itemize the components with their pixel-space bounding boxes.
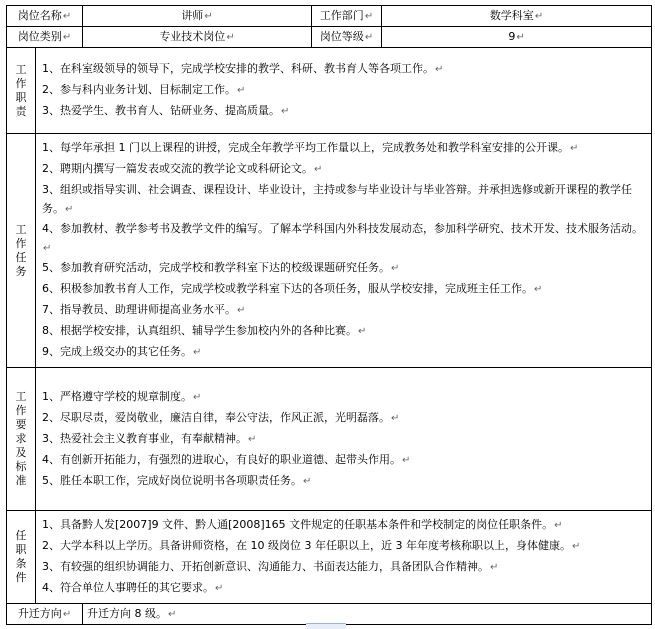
list-item: 1、具备黔人发[2007]9 文件、黔人通[2008]165 文件规定的任职基本条件和学校制定的岗位任职条件。↵: [42, 518, 563, 531]
department-value: 数学科室↵: [382, 6, 652, 27]
header-row-2: [7, 27, 652, 48]
list-item: 6、积极参加教书育人工作，完成学校或教学科室下达的各项任务，服从学校安排，完成班主任工作。↵: [42, 282, 543, 295]
duties-content: [36, 48, 652, 134]
conditions-content: [36, 511, 652, 604]
list-item: 3、组织或指导实训、社会调查、课程设计、毕业设计，主持或参与毕业设计与毕业答辩。并承担选修或新开课程的教学任务。↵: [42, 183, 632, 215]
standards-row: [7, 368, 652, 511]
job-description-table: [6, 5, 652, 625]
list-item: 2、参与科内业务计划、目标制定工作。↵: [42, 83, 246, 96]
promotion-row: [7, 604, 652, 625]
list-item: 7、指导教员、助理讲师提高业务水平。↵: [42, 303, 246, 316]
list-item: 5、参加教育研究活动，完成学校和教学科室下达的校级课题研究任务。↵: [42, 261, 400, 274]
list-item: 4、有创新开拓能力，有强烈的进取心，有良好的职业道德、起带头作用。↵: [42, 452, 411, 466]
list-item: 3、有较强的组织协调能力、开拓创新意识、沟通能力、书面表达能力，具备团队合作精神。↵: [42, 560, 499, 573]
list-item: 2、聘期内撰写一篇发表或交流的教学论文或科研论文。↵: [42, 162, 323, 175]
conditions-row: [7, 511, 652, 604]
duties-row: [7, 48, 652, 134]
promotion-value: 升迁方向 8 级。↵: [83, 604, 652, 625]
tasks-label: 工 作 任 务: [7, 134, 36, 368]
list-item: 4、符合单位人事聘任的其它要求。↵: [42, 581, 224, 594]
position-type-label: 岗位类别↵: [7, 27, 83, 48]
list-item: 1、严格遵守学校的规章制度。↵: [42, 389, 202, 403]
standards-content: [36, 368, 652, 511]
standards-label: 工 作 要 求 及 标 准: [7, 368, 36, 511]
tasks-content: [36, 134, 652, 368]
list-item: 1、在科室级领导的领导下，完成学校安排的教学、科研、教书育人等各项工作。↵: [42, 62, 444, 75]
position-type-value: 专业技术岗位↵: [83, 27, 312, 48]
conditions-label: 任 职 条 件: [7, 511, 36, 604]
position-name-label: 岗位名称↵: [7, 6, 83, 27]
promotion-label: 升迁方向↵: [7, 604, 83, 625]
list-item: 9、完成上级交办的其它任务。↵: [42, 345, 202, 358]
page-scroll-indicator: [306, 623, 346, 629]
tasks-row: [7, 134, 652, 368]
list-item: 4、参加教材、教学参考书及教学文件的编写。了解本学科国内外科技发展动态，参加科学研究、技术开发、技术服务活动。↵: [42, 222, 643, 254]
list-item: 8、根据学校安排，认真组织、辅导学生参加校内外的各种比赛。↵: [42, 324, 367, 337]
header-row-1: [7, 6, 652, 27]
position-grade-value: 9↵: [382, 27, 652, 48]
list-item: 2、尽职尽责，爱岗敬业，廉洁自律，奉公守法，作风正派，光明磊落。↵: [42, 410, 400, 424]
list-item: 1、每学年承担 1 门以上课程的讲授，完成全年教学平均工作量以上，完成教务处和教学科室安排的公开课。↵: [42, 141, 579, 154]
duties-label: 工 作 职 责: [7, 48, 36, 134]
list-item: 3、热爱社会主义教育事业，有奉献精神。↵: [42, 431, 257, 445]
position-grade-label: 岗位等级↵: [312, 27, 382, 48]
position-name-value: 讲师↵: [83, 6, 312, 27]
list-item: 5、胜任本职工作，完成好岗位说明书各项职责任务。↵: [42, 473, 312, 487]
list-item: 2、大学本科以上学历。具备讲师资格，在 10 级岗位 3 年任职以上，近 3 年年度考核称职以上，身体健康。↵: [42, 539, 581, 552]
department-label: 工作部门↵: [312, 6, 382, 27]
list-item: 3、热爱学生、教书育人、钻研业务、提高质量。↵: [42, 104, 290, 117]
